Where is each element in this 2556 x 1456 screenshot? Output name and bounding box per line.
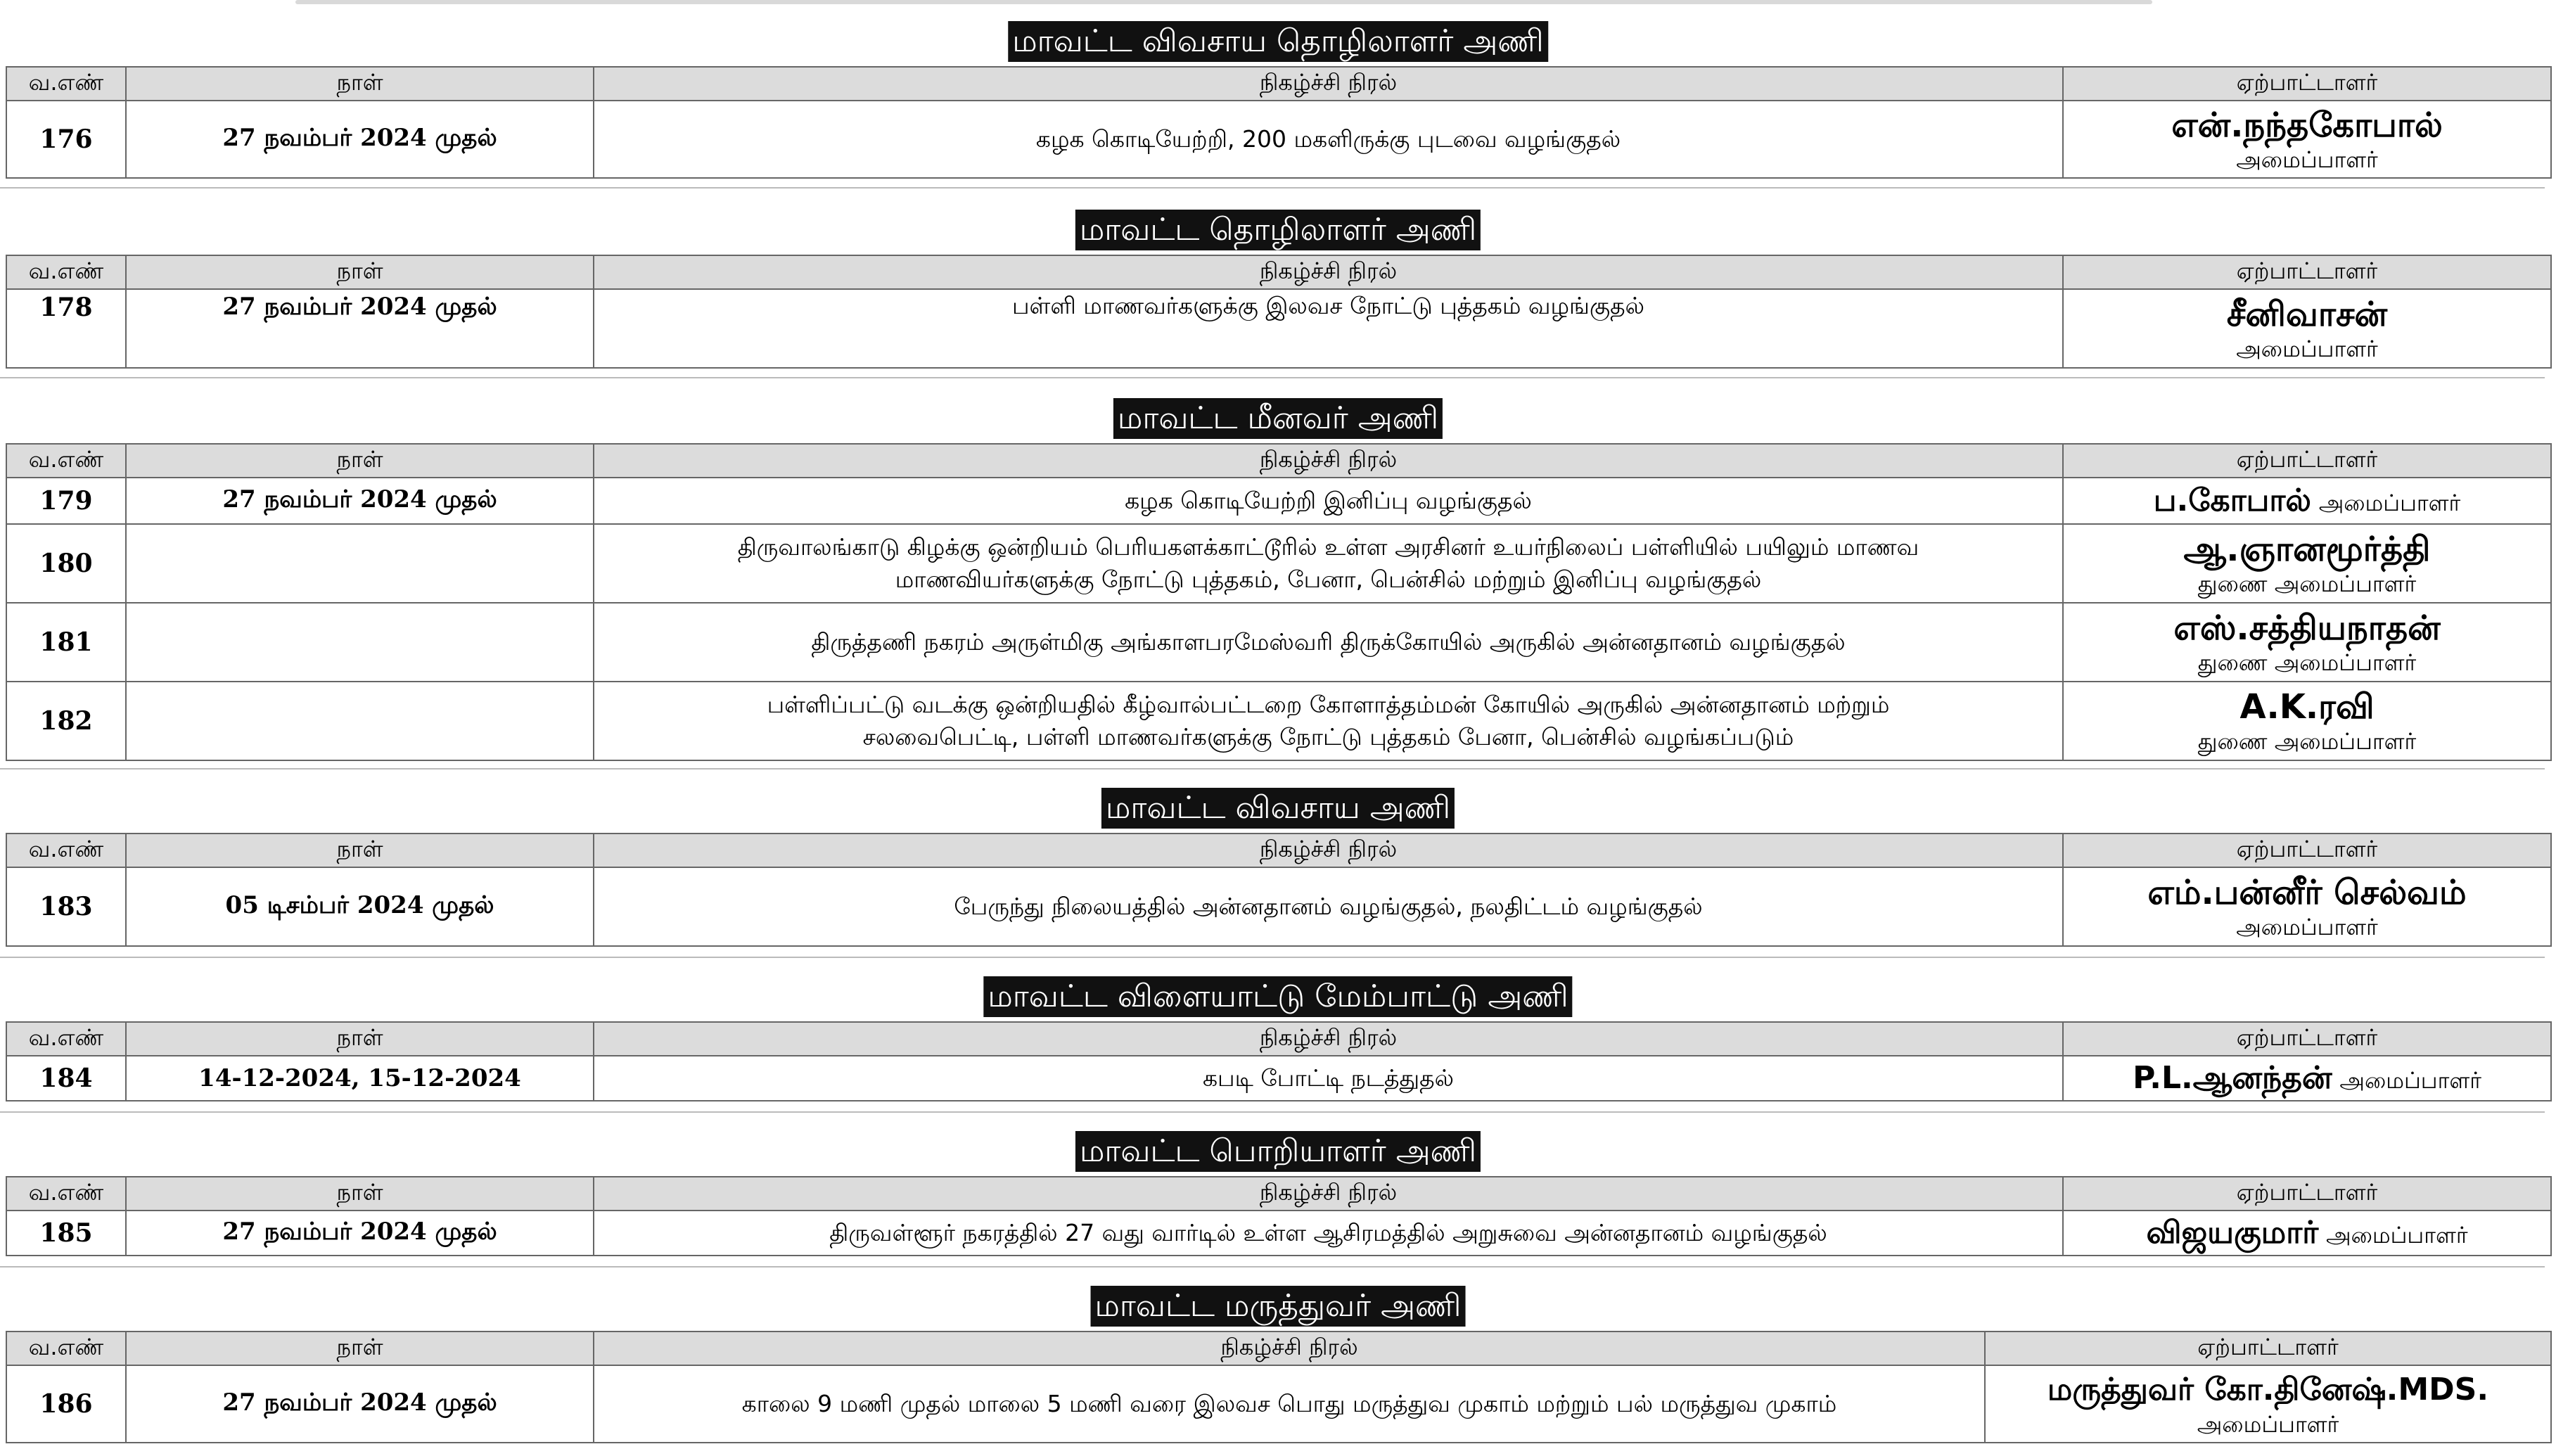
serial-number: 179	[6, 478, 126, 524]
table-header-row	[6, 1177, 2551, 1211]
header-no: வ.எண்	[6, 1332, 126, 1365]
serial-number: 180	[6, 524, 126, 603]
header-organizer: ஏற்பாட்டாளர்	[2063, 1022, 2551, 1056]
header-date: நாள்	[126, 1022, 594, 1056]
event-date	[126, 682, 594, 760]
organizer-role: துணை அமைப்பாளர்	[2197, 649, 2417, 676]
header-program: நிகழ்ச்சி நிரல்	[594, 255, 2063, 289]
program-line: பள்ளிப்பட்டு வடக்கு ஒன்றியதில் கீழ்வால்பட்டறை கோளாத்தம்மன் கோயில் அருகில் அன்னதானம் மற்றும்	[767, 691, 1890, 718]
schedule-table	[6, 1331, 2552, 1443]
section-title: மாவட்ட விவசாய அணி	[1101, 788, 1455, 829]
schedule-table	[6, 443, 2552, 761]
table-row	[6, 478, 2551, 524]
header-no: வ.எண்	[6, 255, 126, 289]
header-no: வ.எண்	[6, 1022, 126, 1056]
event-date: 27 நவம்பர் 2024 முதல்	[126, 1211, 594, 1256]
table-header-row	[6, 255, 2551, 289]
organizer-name: A.K.ரவி	[2239, 687, 2375, 727]
organizer	[2063, 101, 2551, 178]
organizer-name: என்.நந்தகோபால்	[2171, 106, 2443, 145]
organizer-name: மருத்துவர் கோ.தினேஷ்.MDS.	[2047, 1372, 2489, 1407]
table-row	[6, 682, 2551, 760]
event-date: 27 நவம்பர் 2024 முதல்	[126, 101, 594, 178]
serial-number: 176	[6, 101, 126, 178]
schedule-table	[6, 66, 2552, 179]
program-description	[594, 682, 2063, 760]
header-organizer: ஏற்பாட்டாளர்	[2063, 67, 2551, 101]
organizer	[2063, 603, 2551, 682]
header-program: நிகழ்ச்சி நிரல்	[594, 834, 2063, 867]
organizer-name: ஆ.ஞானமூர்த்தி	[2183, 530, 2431, 569]
top-edge	[295, 0, 2152, 4]
event-date: 14-12-2024, 15-12-2024	[126, 1056, 594, 1101]
header-organizer: ஏற்பாட்டாளர்	[2063, 834, 2551, 867]
header-no: வ.எண்	[6, 1177, 126, 1211]
table-row	[6, 524, 2551, 603]
serial-number: 182	[6, 682, 126, 760]
table-row	[6, 603, 2551, 682]
organizer-role: அமைப்பாளர்	[2236, 336, 2378, 362]
table-row	[6, 1365, 2551, 1443]
organizer-role: துணை அமைப்பாளர்	[2197, 728, 2417, 755]
section-divider	[0, 187, 2545, 189]
program-description: பள்ளி மாணவர்களுக்கு இலவச நோட்டு புத்தகம் வழங்குதல்	[594, 289, 2063, 368]
organizer	[2063, 1211, 2551, 1256]
schedule-table	[6, 1176, 2552, 1256]
header-date: நாள்	[126, 255, 594, 289]
section-divider	[0, 377, 2545, 378]
event-date	[126, 524, 594, 603]
organizer-role: அமைப்பாளர்	[2197, 1411, 2339, 1438]
program-description: திருத்தணி நகரம் அருள்மிகு அங்காளபரமேஸ்வரி திருக்கோயில் அருகில் அன்னதானம் வழங்குதல்	[594, 603, 2063, 682]
header-program: நிகழ்ச்சி நிரல்	[594, 1332, 1985, 1365]
organizer-name: சீனிவாசன்	[2226, 295, 2388, 334]
organizer	[1985, 1365, 2551, 1443]
organizer-name: ப.கோபால்	[2153, 483, 2311, 518]
header-organizer: ஏற்பாட்டாளர்	[2063, 255, 2551, 289]
section-divider	[0, 957, 2545, 958]
schedule-table	[6, 833, 2552, 947]
table-header-row	[6, 444, 2551, 478]
section-divider	[0, 768, 2545, 769]
organizer-role: துணை அமைப்பாளர்	[2197, 570, 2417, 597]
event-date: 27 நவம்பர் 2024 முதல்	[126, 289, 594, 368]
schedule-table	[6, 1021, 2552, 1101]
header-program: நிகழ்ச்சி நிரல்	[594, 67, 2063, 101]
header-date: நாள்	[126, 1177, 594, 1211]
serial-number: 185	[6, 1211, 126, 1256]
organizer-name: P.L.ஆனந்தன்	[2133, 1060, 2332, 1096]
event-date: 27 நவம்பர் 2024 முதல்	[126, 1365, 594, 1443]
header-date: நாள்	[126, 444, 594, 478]
section-title: மாவட்ட விளையாட்டு மேம்பாட்டு அணி	[983, 976, 1572, 1017]
serial-number: 186	[6, 1365, 126, 1443]
organizer-role: அமைப்பாளர்	[2318, 490, 2461, 516]
program-description: கழக கொடியேற்றி, 200 மகளிருக்கு புடவை வழங்குதல்	[594, 101, 2063, 178]
program-description: காலை 9 மணி முதல் மாலை 5 மணி வரை இலவச பொது மருத்துவ முகாம் மற்றும் பல் மருத்துவ முகாம்	[594, 1365, 1985, 1443]
organizer-role: அமைப்பாளர்	[2326, 1222, 2468, 1249]
organizer-role: அமைப்பாளர்	[2236, 914, 2378, 940]
serial-number: 178	[6, 289, 126, 368]
program-line: சலவைபெட்டி, பள்ளி மாணவர்களுக்கு நோட்டு புத்தகம் பேனா, பென்சில் வழங்கப்படும்	[862, 723, 1794, 751]
organizer-role: அமைப்பாளர்	[2236, 146, 2378, 173]
header-no: வ.எண்	[6, 444, 126, 478]
organizer	[2063, 478, 2551, 524]
section-title: மாவட்ட மீனவர் அணி	[1113, 398, 1443, 439]
event-date: 27 நவம்பர் 2024 முதல்	[126, 478, 594, 524]
organizer	[2063, 524, 2551, 603]
section-title: மாவட்ட மருத்துவர் அணி	[1091, 1286, 1466, 1327]
table-row	[6, 289, 2551, 368]
program-description: கழக கொடியேற்றி இனிப்பு வழங்குதல்	[594, 478, 2063, 524]
table-row	[6, 1056, 2551, 1101]
header-organizer: ஏற்பாட்டாளர்	[1985, 1332, 2551, 1365]
organizer-role: அமைப்பாளர்	[2339, 1067, 2481, 1094]
serial-number: 184	[6, 1056, 126, 1101]
header-organizer: ஏற்பாட்டாளர்	[2063, 444, 2551, 478]
section-title: மாவட்ட பொறியாளர் அணி	[1075, 1131, 1481, 1172]
section-divider	[0, 1266, 2545, 1267]
table-header-row	[6, 1022, 2551, 1056]
table-header-row	[6, 1332, 2551, 1365]
organizer-name: எம்.பன்னீர் செல்வம்	[2147, 873, 2467, 912]
header-no: வ.எண்	[6, 67, 126, 101]
organizer	[2063, 1056, 2551, 1101]
program-line: மாணவியர்களுக்கு நோட்டு புத்தகம், பேனா, பென்சில் மற்றும் இனிப்பு வழங்குதல்	[895, 566, 1762, 593]
section-title: மாவட்ட தொழிலாளர் அணி	[1075, 210, 1481, 250]
header-date: நாள்	[126, 834, 594, 867]
header-no: வ.எண்	[6, 834, 126, 867]
organizer	[2063, 289, 2551, 368]
program-description: திருவள்ளூர் நகரத்தில் 27 வது வார்டில் உள்ள ஆசிரமத்தில் அறுசுவை அன்னதானம் வழங்குதல்	[594, 1211, 2063, 1256]
table-header-row	[6, 67, 2551, 101]
serial-number: 183	[6, 867, 126, 946]
program-line: திருவாலங்காடு கிழக்கு ஒன்றியம் பெரியகளக்காட்டூரில் உள்ள அரசினர் உயர்நிலைப் பள்ளியில் பயிலும் மாணவ	[737, 533, 1919, 561]
program-description: பேருந்து நிலையத்தில் அன்னதானம் வழங்குதல், நலதிட்டம் வழங்குதல்	[594, 867, 2063, 946]
organizer-name: விஜயகுமார்	[2146, 1215, 2319, 1251]
serial-number: 181	[6, 603, 126, 682]
event-date: 05 டிசம்பர் 2024 முதல்	[126, 867, 594, 946]
table-header-row	[6, 834, 2551, 867]
program-description: கபடி போட்டி நடத்துதல்	[594, 1056, 2063, 1101]
table-row	[6, 867, 2551, 946]
organizer	[2063, 682, 2551, 760]
table-row	[6, 101, 2551, 178]
header-program: நிகழ்ச்சி நிரல்	[594, 444, 2063, 478]
header-program: நிகழ்ச்சி நிரல்	[594, 1177, 2063, 1211]
section-divider	[0, 1111, 2545, 1113]
program-description	[594, 524, 2063, 603]
header-date: நாள்	[126, 67, 594, 101]
table-row	[6, 1211, 2551, 1256]
event-date	[126, 603, 594, 682]
schedule-table	[6, 255, 2552, 369]
section-title: மாவட்ட விவசாய தொழிலாளர் அணி	[1008, 21, 1548, 62]
header-organizer: ஏற்பாட்டாளர்	[2063, 1177, 2551, 1211]
header-program: நிகழ்ச்சி நிரல்	[594, 1022, 2063, 1056]
organizer	[2063, 867, 2551, 946]
header-date: நாள்	[126, 1332, 594, 1365]
organizer-name: எஸ்.சத்தியநாதன்	[2173, 608, 2441, 648]
